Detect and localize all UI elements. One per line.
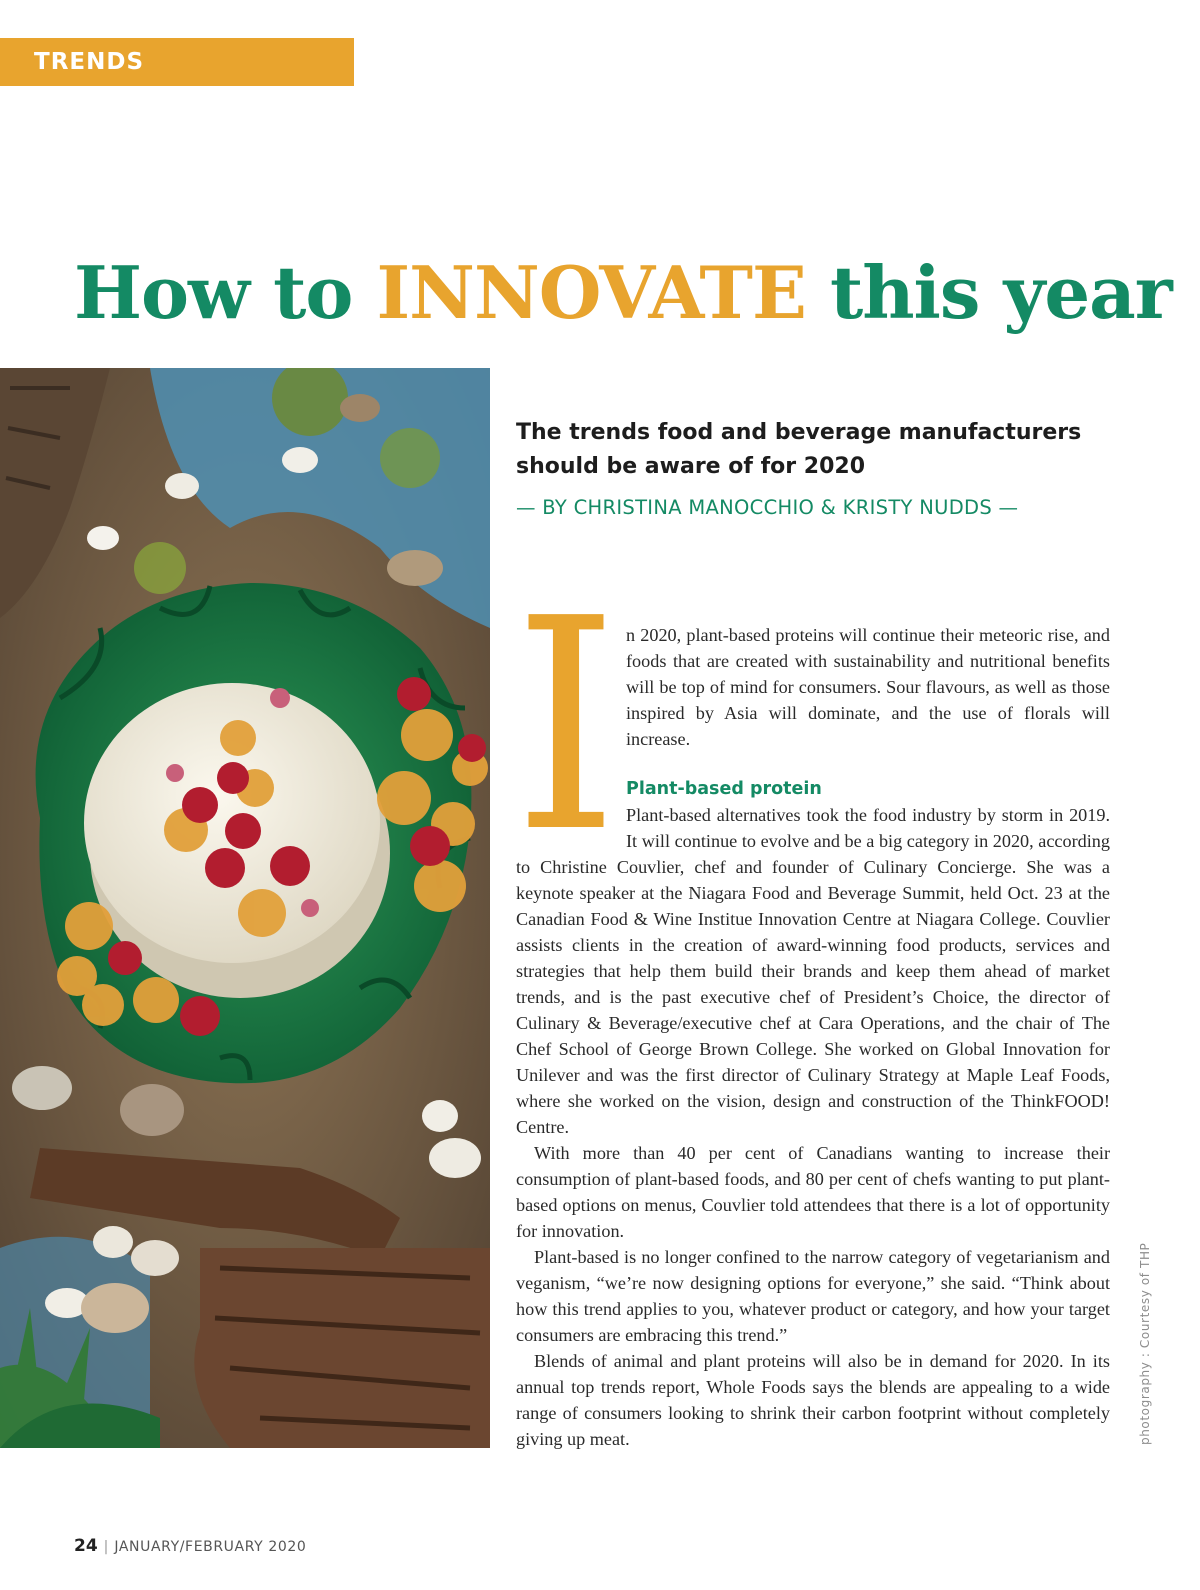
drop-cap-letter: I [514,589,618,836]
section-label: TRENDS [0,38,354,86]
drop-cap [514,589,626,836]
body-paragraph: Plant-based is no longer confined to the narrow category of vegetarianism and veganism, “we’re now designing options for everyone,” she said. “Think about how this trend applies to you, whatever product or category, and how your target consumers are embracing this trend.” [516,1247,1110,1345]
body-paragraph: With more than 40 per cent of Canadians wanting to increase their consumption of plant-based foods, and 80 per cent of chefs wanting to put plant-based options on menus, Couvlier told attendees that there is a lot of opportunity for innovation. [516,1143,1110,1241]
food-photo [0,368,490,1448]
page-footer [74,1536,374,1556]
body-paragraph: Blends of animal and plant proteins will also be in demand for 2020. In its annual top trends report, Whole Foods says the blends are appealing to a wide range of consumers looking to shrink their carbon footprint without completely giving up meat. [516,1351,1110,1449]
page-number: 24 [74,1536,98,1556]
headline-accent: INNOVATE [376,250,806,335]
article-deck: The trends food and beverage manufacturers should be aware of for 2020 [516,420,1082,479]
article-body [516,585,1110,1452]
body-paragraph: Plant-based alternatives took the food industry by storm in 2019. It will continue to evolve and be a big category in 2020, according to Christine Couvlier, chef and founder of Culinary Concierge. She was a keynote speaker at the Niagara Food and Beverage Summit, held Oct. 23 at the Canadian Food & Wine Institue Innovation Centre at Niagara College. Couvlier assists clients in the creation of award-winning food products, services and strategies that help them build their brands and keep them ahead of market trends, and is the past executive chef of President’s Choice, the director of Culinary & Beverage/executive chef at Cara Operations, and the chair of The Chef School of George Brown College. She worked on Global Innovation for Unilever and was the first director of Culinary Strategy at Maple Leaf Foods, where she worked on the vision, design and construction of the ThinkFOOD! Centre. [516,805,1110,1137]
subhead-plant-based-protein: Plant-based protein [626,779,822,799]
footer-separator: | [103,1539,109,1555]
headline-part-1: How to [74,250,377,335]
headline [74,250,1174,336]
byline: — BY CHRISTINA MANOCCHIO & KRISTY NUDDS — [516,496,1019,519]
lead-paragraph: n 2020, plant-based proteins will continue their meteoric rise, and foods that are created with sustainability and nutritional benefits will be top of mind for consumers. Sour flavours, as well as those inspired by Asia will dominate, and the use of florals will increase. [626,625,1110,749]
headline-part-2: this year [805,250,1172,335]
issue-date: JANUARY/FEBRUARY 2020 [114,1539,307,1555]
photo-credit: photography : Courtesy of THP [1138,1242,1152,1445]
